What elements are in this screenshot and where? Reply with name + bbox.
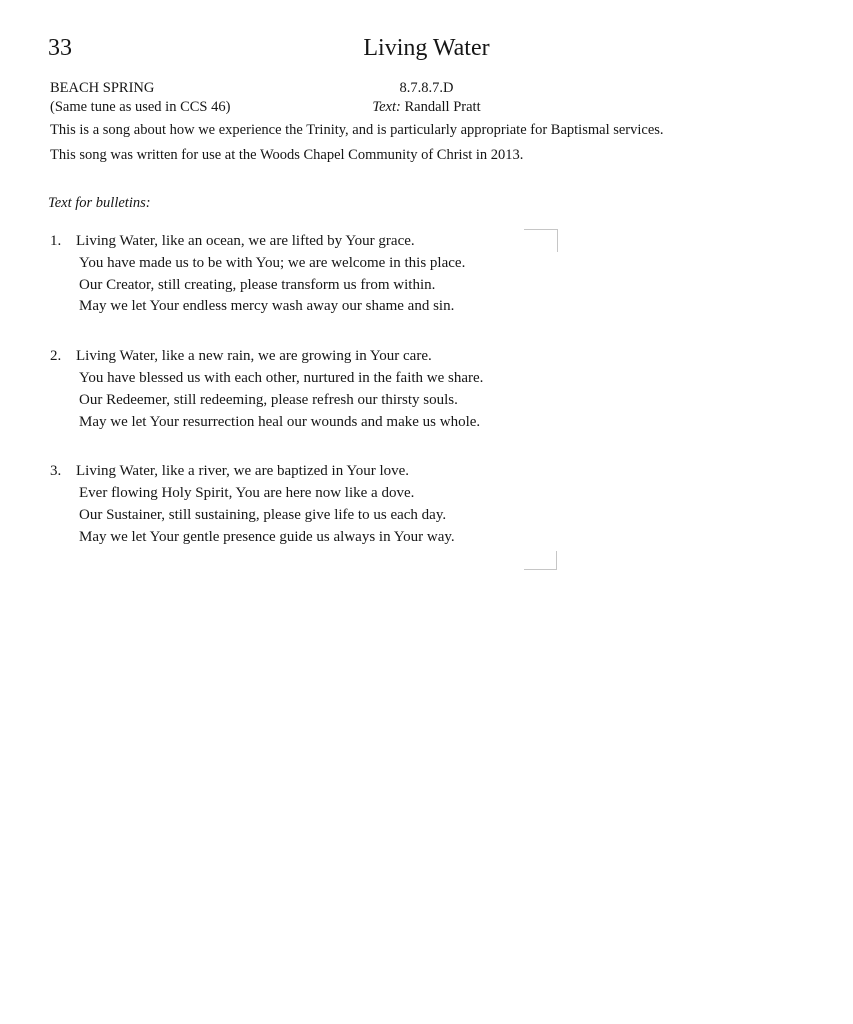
verse-line: May we let Your endless mercy wash away our shame and sin. bbox=[79, 298, 455, 315]
text-credit bbox=[0, 98, 853, 117]
verse-line: Ever flowing Holy Spirit, You are here now like a dove. bbox=[79, 485, 415, 502]
verse-line: Living Water, like a river, we are baptized in Your love. bbox=[76, 463, 410, 480]
verse bbox=[50, 461, 550, 548]
verse-line: Our Sustainer, still sustaining, please give life to us each day. bbox=[79, 506, 447, 523]
description-line: This song was written for use at the Woods Chapel Community of Christ in 2013. bbox=[50, 147, 524, 163]
description-line: This is a song about how we experience the Trinity, and is particularly appropriate for Baptismal services. bbox=[50, 122, 664, 138]
tune-name: BEACH SPRING bbox=[50, 80, 155, 96]
verse bbox=[50, 346, 550, 433]
verse-line: May we let Your resurrection heal our wounds and make us whole. bbox=[79, 413, 481, 430]
meter-and-credit bbox=[0, 79, 853, 116]
verse bbox=[50, 231, 550, 318]
verse-line: Living Water, like an ocean, we are lifted by Your grace. bbox=[76, 233, 415, 249]
verse-number: 3. bbox=[50, 463, 62, 480]
verse-number: 2. bbox=[50, 348, 62, 365]
verse-number: 1. bbox=[50, 233, 62, 249]
song-description bbox=[50, 123, 664, 173]
song-number: 33 bbox=[48, 35, 72, 61]
meter: 8.7.8.7.D bbox=[399, 80, 454, 96]
song-title: Living Water bbox=[363, 35, 490, 61]
bulletins-label: Text for bulletins: bbox=[48, 195, 151, 211]
verse-line: Our Creator, still creating, please transform us from within. bbox=[79, 276, 436, 293]
text-credit-author: Randall Pratt bbox=[404, 98, 481, 115]
tune-note: (Same tune as used in CCS 46) bbox=[50, 98, 231, 115]
verse-line: You have made us to be with You; we are welcome in this place. bbox=[79, 254, 466, 271]
text-credit-label: Text: bbox=[372, 98, 401, 115]
verse-line: Living Water, like a new rain, we are growing in Your care. bbox=[76, 348, 432, 365]
verse-line: You have blessed us with each other, nurtured in the faith we share. bbox=[79, 369, 484, 386]
verse-line: Our Redeemer, still redeeming, please refresh our thirsty souls. bbox=[79, 391, 458, 408]
verse-line: May we let Your gentle presence guide us always in Your way. bbox=[79, 528, 455, 545]
verse-list bbox=[50, 231, 550, 577]
